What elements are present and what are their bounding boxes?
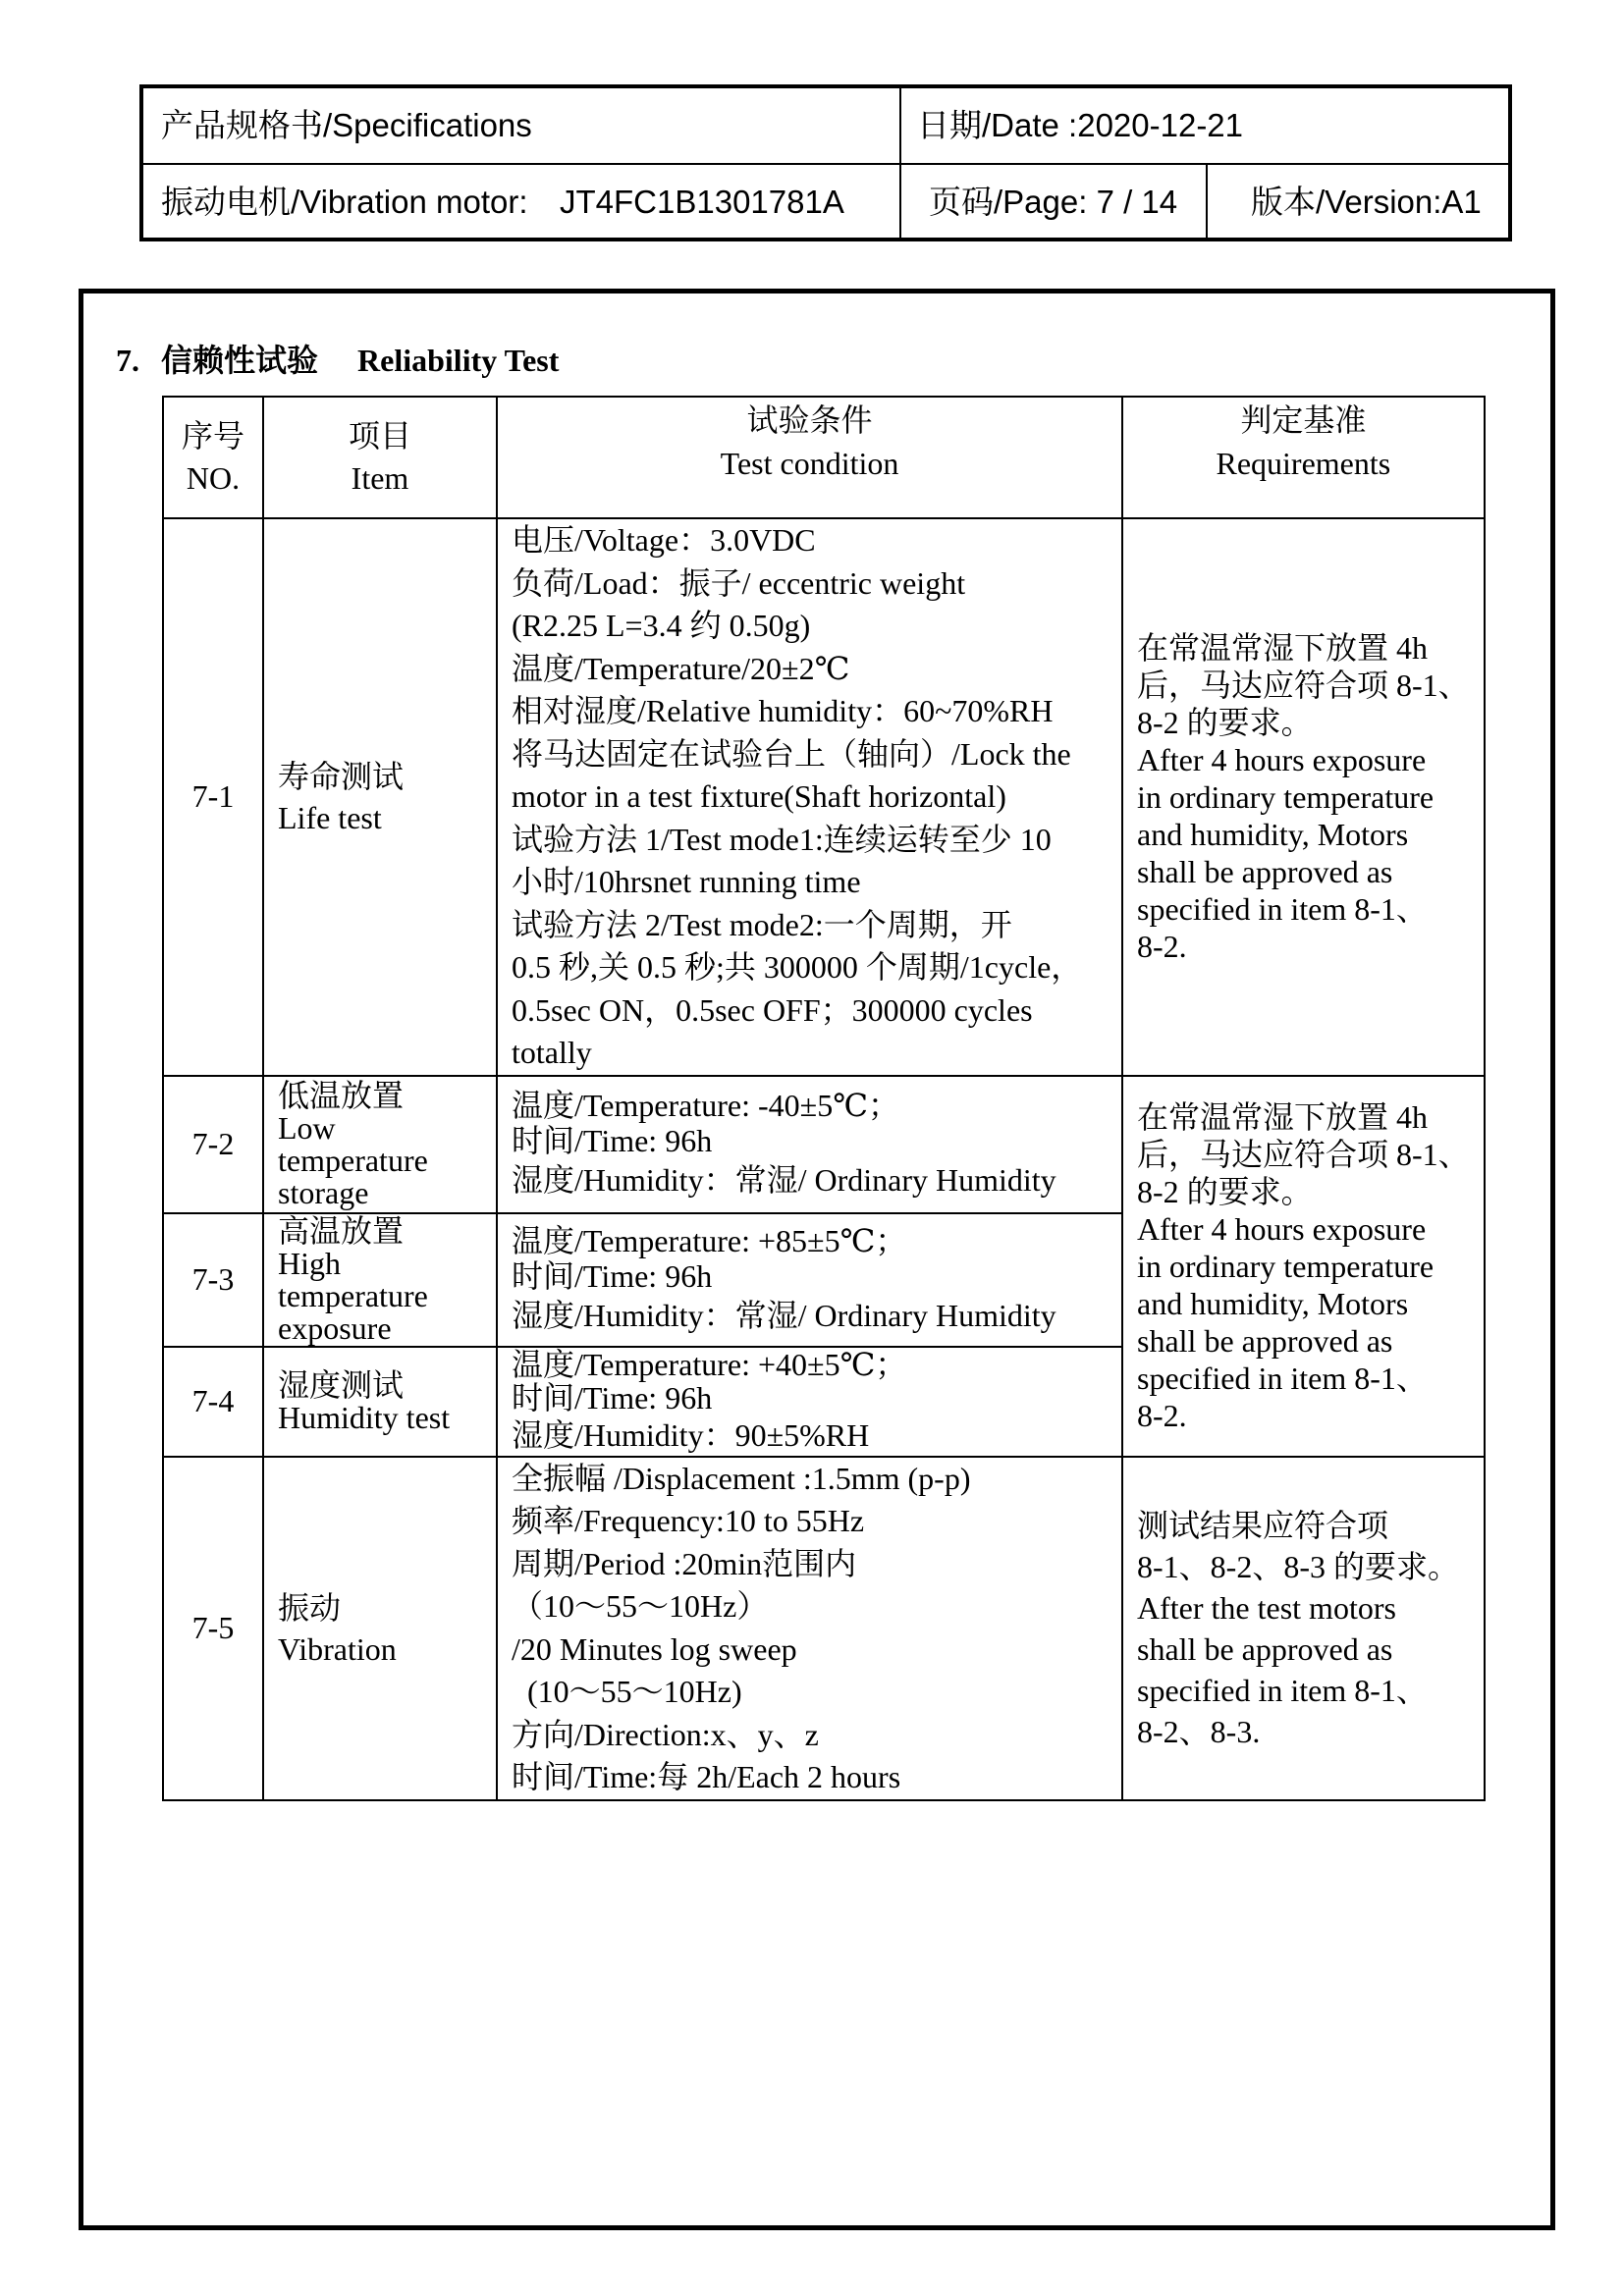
header-col-divider [899,88,901,238]
header-condition: 试验条件 Test condition [497,397,1122,518]
table-row [163,1076,1485,1213]
section-title-cn: 信赖性试验 [161,343,319,378]
page-label: 页码/Page: 7 / 14 [929,184,1178,220]
section-title [116,336,559,381]
table-row [163,518,1485,1076]
row-condition: 温度/Temperature: +40±5℃； 时间/Time: 96h 湿度/Humidity：90±5%RH [497,1347,1122,1457]
row-requirements: 在常温常湿下放置 4h 后，马达应符合项 8-1、 8-2 的要求。 After 4 hours exposure in ordinary temperature and humidity, Motors shall be approved as specified in item 8-1、 8-2. [1122,518,1485,1076]
reliability-test-table [162,396,1486,1801]
version-label: 版本/Version:A1 [1251,184,1482,220]
date-label: 日期/Date :2020-12-21 [917,107,1244,143]
row-item: 振动 Vibration [263,1457,497,1800]
model-number: JT4FC1B1301781A [560,184,844,220]
header-no: 序号 NO. [163,397,263,518]
row-item: 寿命测试 Life test [263,518,497,1076]
product-label: 振动电机/Vibration motor: [161,184,528,220]
row-no: 7-4 [163,1347,263,1457]
row-condition: 温度/Temperature: +85±5℃； 时间/Time: 96h 湿度/Humidity：常湿/ Ordinary Humidity [497,1213,1122,1347]
row-no: 7-5 [163,1457,263,1800]
section-title-en: Reliability Test [357,343,560,378]
row-condition: 温度/Temperature: -40±5℃； 时间/Time: 96h 湿度/Humidity：常湿/ Ordinary Humidity [497,1076,1122,1213]
row-no: 7-2 [163,1076,263,1213]
row-condition: 全振幅 /Displacement :1.5mm (p-p) 频率/Frequency:10 to 55Hz 周期/Period :20min范围内 （10～55～10Hz） /20 Minutes log sweep (10～55～10Hz) 方向/Direction:x、y、z 时间/Time:每 2h/Each 2 hours [497,1457,1122,1800]
header-col-divider-2 [1206,163,1208,238]
section-number: 7. [116,343,139,378]
spec-label: 产品规格书/Specifications [161,107,532,143]
header-item: 项目 Item [263,397,497,518]
row-item: 低温放置 Low temperature storage [263,1076,497,1213]
header-requirements: 判定基准 Requirements [1122,397,1485,518]
header-row-divider [143,163,1508,165]
row-item: 高温放置 High temperature exposure [263,1213,497,1347]
row-condition: 电压/Voltage：3.0VDC 负荷/Load：振子/ eccentric weight (R2.25 L=3.4 约 0.50g) 温度/Temperature/20±2℃ 相对湿度/Relative humidity：60~70%RH 将马达固定在试验台上（轴向）/Lock the motor in a test fixture(Shaft horizontal) 试验方法 1/Test mode1:连续运转至少 10 小时/10hrsnet running time 试验方法 2/Test mode2:一个周期，开 0.5 秒,关 0.5 秒;共 300000 个周期/1cycle， 0.5sec ON，0.5sec OFF；300000 cycles totally [497,518,1122,1076]
row-item: 湿度测试 Humidity test [263,1347,497,1457]
row-requirements: 在常温常湿下放置 4h 后，马达应符合项 8-1、 8-2 的要求。 After 4 hours exposure in ordinary temperature and humidity, Motors shall be approved as specified in item 8-1、 8-2. [1122,1076,1485,1457]
row-no: 7-3 [163,1213,263,1347]
table-header-row [163,397,1485,518]
row-requirements: 测试结果应符合项 8-1、8-2、8-3 的要求。 After the test motors shall be approved as specified in item 8-1、 8-2、8-3. [1122,1457,1485,1800]
table-row [163,1457,1485,1800]
document-header [139,84,1512,241]
row-no: 7-1 [163,518,263,1076]
